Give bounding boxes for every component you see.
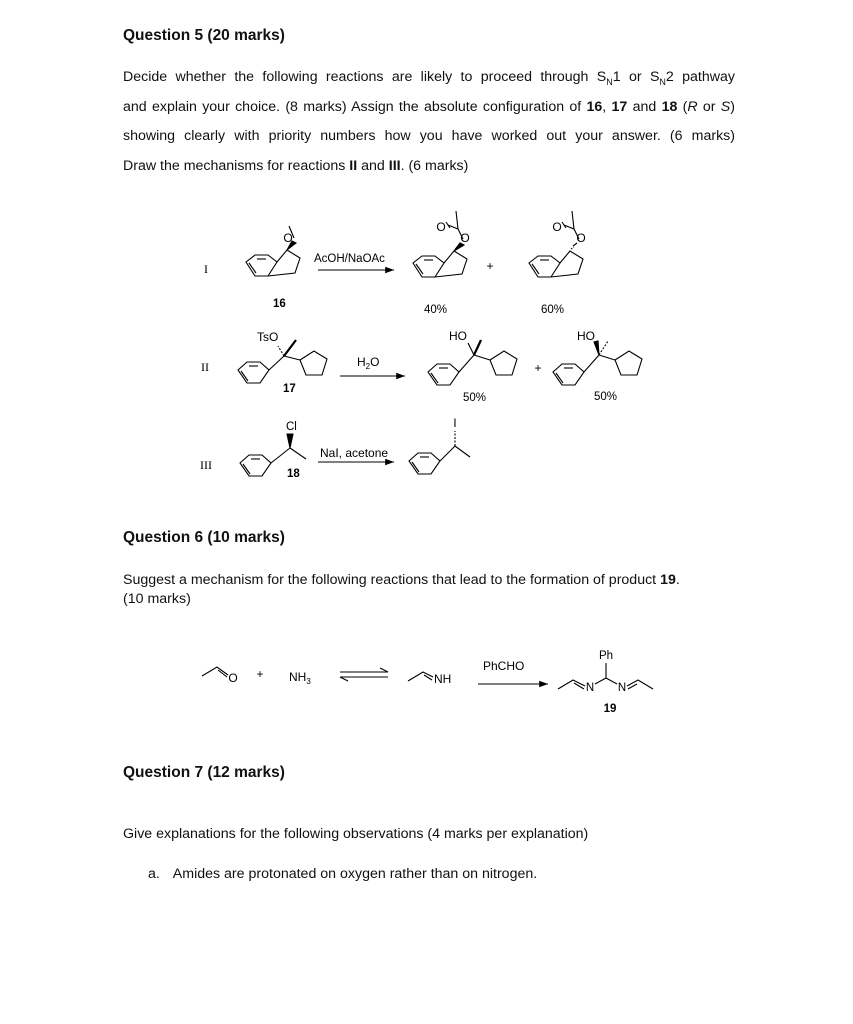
q5-line-4: Draw the mechanisms for reactions II and III. (6 marks): [123, 157, 469, 174]
reaction-label-III: III: [200, 458, 212, 472]
plus-2: +: [534, 361, 542, 375]
q5-line-1: Decide whether the following reactions are likely to proceed through $S_N1$ or $S_N2$ pathway: [123, 69, 735, 87]
yield-1b: 60%: [541, 304, 565, 316]
diimine-product-19: [558, 663, 653, 689]
compound-label-17: 17: [283, 383, 296, 395]
compound-label-19: 19: [603, 703, 617, 715]
atom-o-16: O: [283, 231, 293, 245]
ester-o-b: O: [576, 231, 586, 245]
imine-nh: NH: [434, 672, 452, 686]
reagent-3: NaI, acetone: [320, 446, 389, 460]
q7-item-a: [148, 866, 537, 882]
compound-label-16: 16: [273, 298, 286, 310]
atom-o-aldehyde: O: [228, 671, 238, 685]
question-7-title: Question 7 (12 marks): [123, 764, 285, 781]
question-5-title: Question 5 (20 marks): [123, 27, 285, 44]
reagent-1: AcOH/NaOAc: [314, 253, 385, 265]
carbonyl-o-b: O: [552, 220, 562, 234]
q7-item-marker: a.: [148, 866, 160, 882]
q6-line-2: (10 marks): [123, 591, 191, 607]
imine: [408, 672, 433, 681]
yield-2b: 50%: [594, 391, 618, 403]
q7-item-text: Amides are protonated on oxygen rather than on nitrogen.: [172, 866, 538, 882]
q5-line-3: showing clearly with priority numbers how you have worked out your answer. (6 marks): [123, 128, 735, 144]
plus-1: +: [486, 259, 494, 273]
reaction-label-II: II: [201, 360, 209, 374]
yield-1a: 40%: [424, 304, 448, 316]
carbonyl-o-a: O: [436, 220, 446, 234]
equilibrium-arrows: [340, 668, 388, 681]
q6-line-1: Suggest a mechanism for the following reactions that lead to the formation of product 19.: [123, 572, 680, 588]
atom-ho-a: HO: [449, 329, 467, 343]
ester-o-a: O: [460, 231, 470, 245]
reagent-2: $H_2O$: [357, 355, 380, 371]
reagent-phcho: PhCHO: [483, 659, 525, 673]
atom-tso: TsO: [257, 330, 279, 344]
atom-cl: Cl: [286, 421, 297, 433]
atom-i: I: [453, 418, 457, 430]
atom-ph: Ph: [598, 650, 614, 662]
plus-3: +: [256, 667, 264, 681]
question-7-intro: Give explanations for the following observations (4 marks per explanation): [123, 826, 589, 842]
yield-2a: 50%: [463, 392, 487, 404]
question-6-title: Question 6 (10 marks): [123, 529, 285, 546]
q5-line-2: and explain your choice. (8 marks) Assign the absolute configuration of 16, 17 and 18 (R or S): [123, 98, 735, 115]
ammonia: $NH_3$: [289, 670, 311, 686]
atom-n-left: N: [585, 682, 595, 694]
reaction-label-I: I: [204, 262, 208, 276]
atom-n-right: N: [617, 682, 627, 694]
acetaldehyde: [202, 667, 228, 677]
atom-ho-b: HO: [577, 329, 595, 343]
compound-label-18: 18: [287, 468, 300, 480]
